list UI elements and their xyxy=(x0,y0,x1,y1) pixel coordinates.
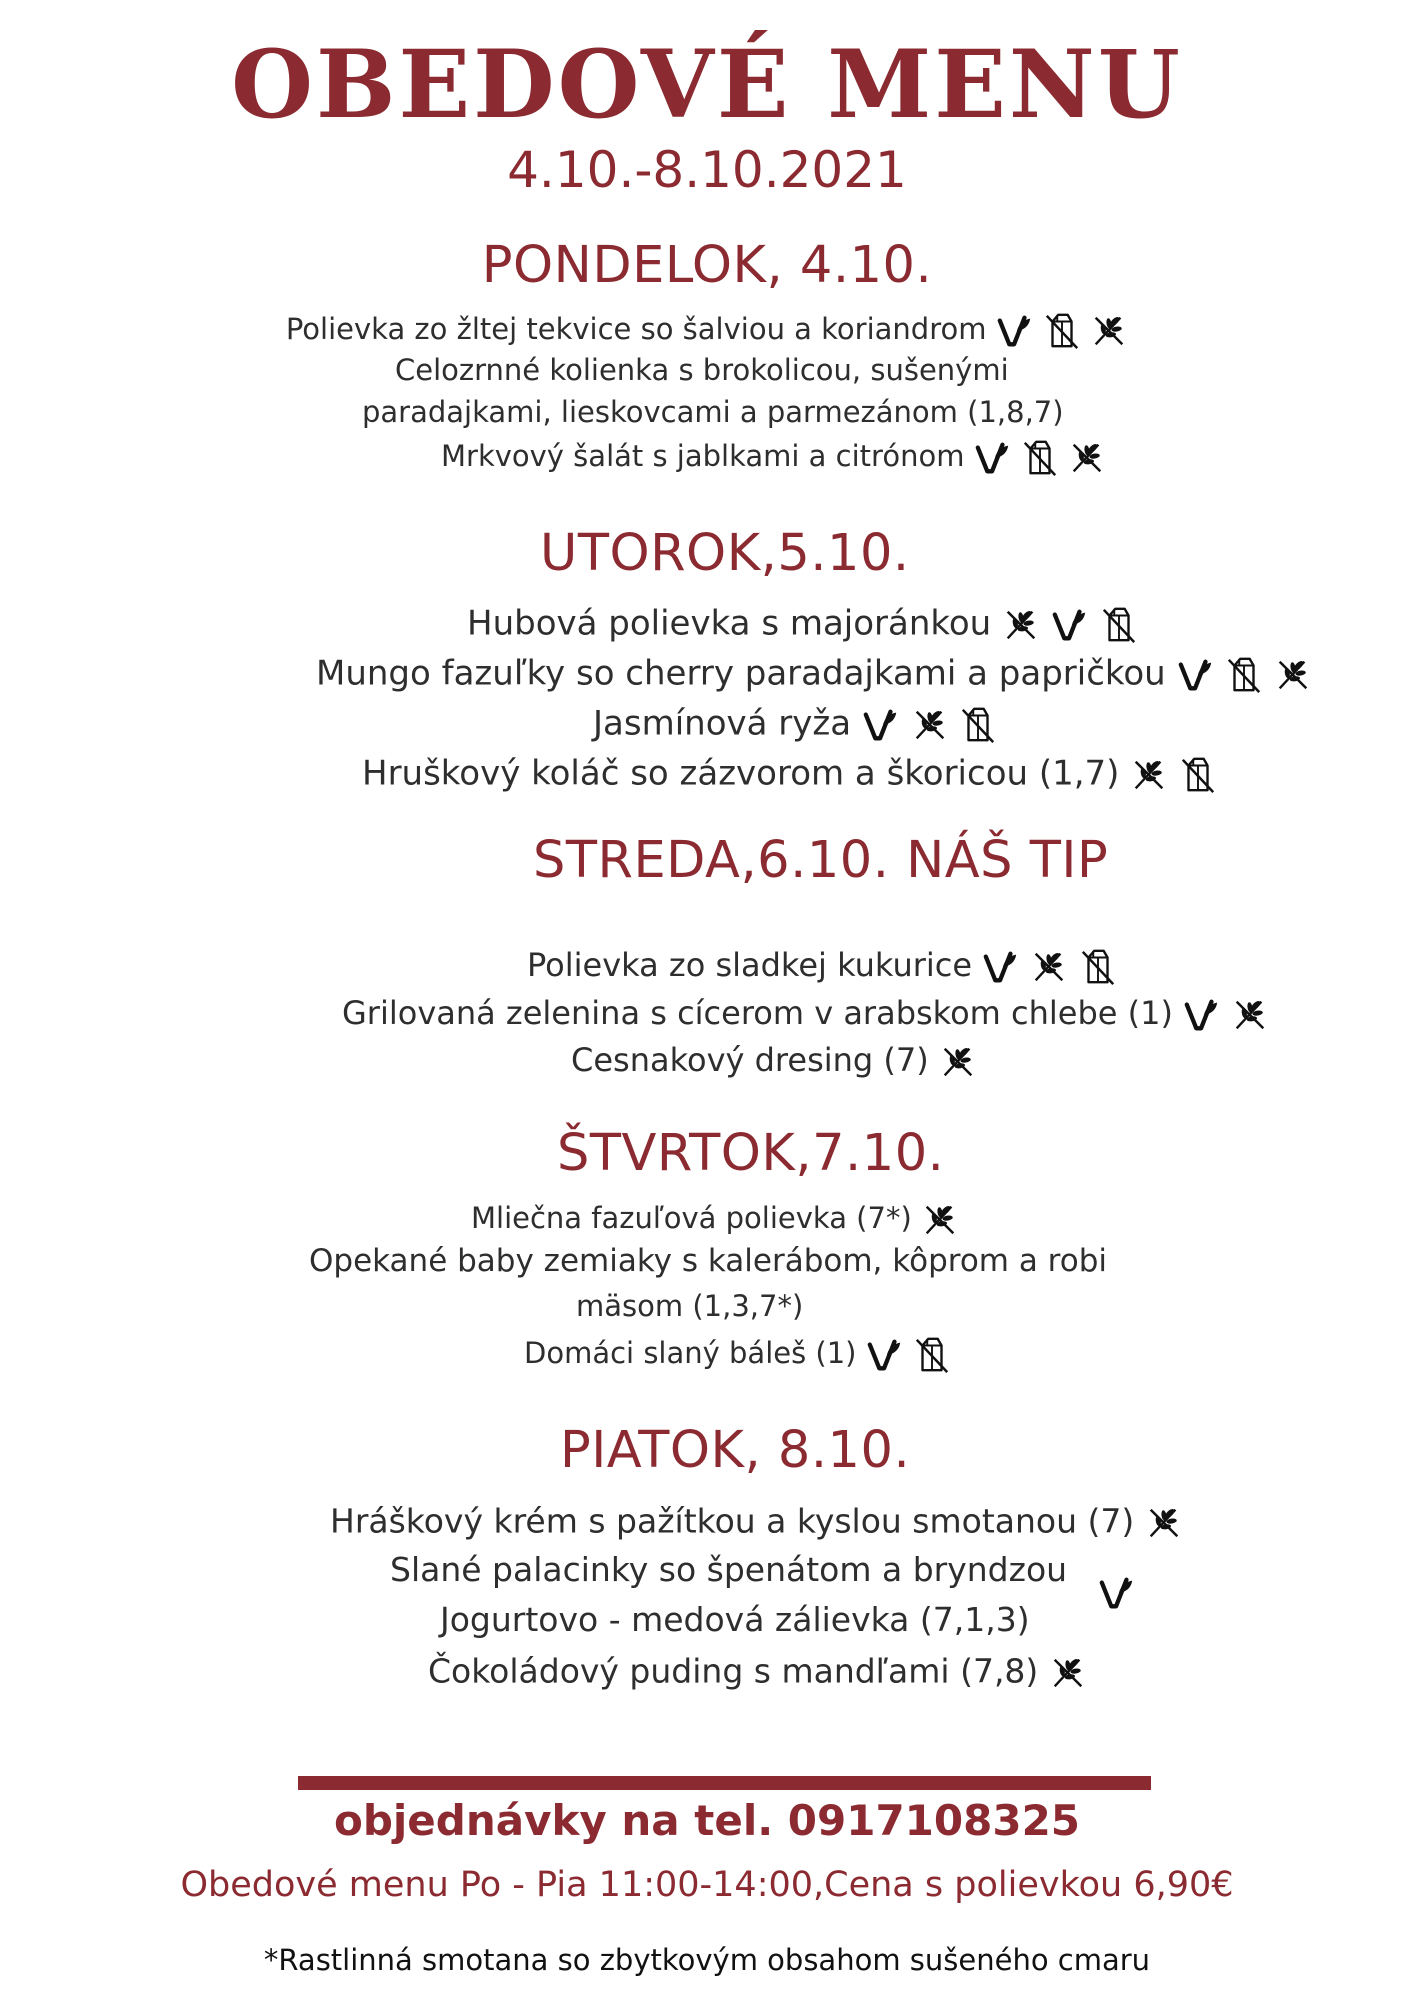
wheat-crossed-icon xyxy=(1002,605,1040,645)
menu-item: Mliečna fazuľová polievka (7*) xyxy=(471,1200,959,1240)
menu-item: Cesnakový dresing (7) xyxy=(571,1042,977,1082)
menu-item: Hruškový koláč so zázvorom a škoricou (1,7) xyxy=(362,755,1217,795)
milk-carton-crossed-icon xyxy=(1179,755,1217,795)
menu-item: Čokoládový puding s mandľami (7,8) xyxy=(428,1653,1087,1693)
vegan-v-icon xyxy=(1051,605,1089,645)
menu-date-range: 4.10.-8.10.2021 xyxy=(507,141,907,199)
milk-carton-crossed-icon xyxy=(913,1335,951,1375)
footer-divider xyxy=(298,1776,1151,1790)
opening-hours-price-text: Obedové menu Po - Pia 11:00-14:00,Cena s polievkou 6,90€ xyxy=(180,1865,1234,1905)
vegan-v-icon xyxy=(1177,655,1215,695)
menu-item: Hráškový krém s pažítkou a kyslou smotanou (7) xyxy=(330,1503,1183,1543)
menu-item: Slané palacinky so špenátom a bryndzou xyxy=(390,1550,1068,1589)
wheat-crossed-icon xyxy=(1068,438,1106,478)
menu-item: Polievka zo žltej tekvice so šalviou a koriandrom xyxy=(0,311,1414,351)
milk-carton-crossed-icon xyxy=(959,705,997,745)
wheat-crossed-icon xyxy=(1231,995,1269,1035)
order-phone-text: objednávky na tel. 0917108325 xyxy=(333,1796,1081,1845)
menu-item: Opekané baby zemiaky s kalerábom, kôprom a robi xyxy=(309,1243,1108,1279)
wheat-crossed-icon xyxy=(939,1042,977,1082)
menu-item: Domáci slaný báleš (1) xyxy=(524,1335,951,1375)
menu-item: paradajkami, lieskovcami a parmezánom (1,8,7) xyxy=(362,395,1064,429)
milk-carton-crossed-icon xyxy=(1079,947,1117,987)
vegan-v-icon xyxy=(996,311,1034,351)
milk-carton-crossed-icon xyxy=(1225,655,1263,695)
menu-item: Grilovaná zelenina s cícerom v arabskom chlebe (1) xyxy=(342,995,1269,1035)
menu-item: Mungo fazuľky so cherry paradajkami a papričkou xyxy=(316,655,1312,695)
footnote-text: *Rastlinná smotana so zbytkovým obsahom sušeného cmaru xyxy=(263,1943,1151,1977)
wheat-crossed-icon xyxy=(1145,1503,1183,1543)
wheat-crossed-icon xyxy=(1049,1653,1087,1693)
wheat-crossed-icon xyxy=(921,1200,959,1240)
menu-item: Hubová polievka s majoránkou xyxy=(467,605,1138,645)
day-heading-wednesday: STREDA,6.10. NÁŠ TIP xyxy=(533,831,1109,890)
menu-item: mäsom (1,3,7*) xyxy=(576,1289,804,1323)
vegan-v-icon xyxy=(862,705,900,745)
menu-item: Celozrnné kolienka s brokolicou, sušenými xyxy=(395,353,1009,387)
vegan-v-icon xyxy=(866,1335,904,1375)
milk-carton-crossed-icon xyxy=(1043,311,1081,351)
menu-item: Polievka zo sladkej kukurice xyxy=(527,947,1117,987)
day-heading-tuesday: UTOROK,5.10. xyxy=(540,524,910,583)
menu-title: OBEDOVÉ MENU xyxy=(231,30,1183,140)
menu-item: Jasmínová ryža xyxy=(593,705,997,745)
vegan-v-icon xyxy=(1183,995,1221,1035)
milk-carton-crossed-icon xyxy=(1021,438,1059,478)
wheat-crossed-icon xyxy=(1090,311,1128,351)
day-heading-friday: PIATOK, 8.10. xyxy=(560,1421,911,1480)
wheat-crossed-icon xyxy=(911,705,949,745)
vegan-v-icon xyxy=(974,438,1012,478)
wheat-crossed-icon xyxy=(1130,755,1168,795)
vegan-v-icon xyxy=(982,947,1020,987)
menu-item: Jogurtovo - medová zálievka (7,1,3) xyxy=(440,1600,1030,1639)
wheat-crossed-icon xyxy=(1030,947,1068,987)
vegan-v-icon xyxy=(1098,1573,1136,1616)
day-heading-thursday: ŠTVRTOK,7.10. xyxy=(557,1124,945,1183)
wheat-crossed-icon xyxy=(1274,655,1312,695)
menu-item: Mrkvový šalát s jablkami a citrónom xyxy=(441,438,1106,478)
day-heading-monday: PONDELOK, 4.10. xyxy=(481,236,933,295)
milk-carton-crossed-icon xyxy=(1100,605,1138,645)
